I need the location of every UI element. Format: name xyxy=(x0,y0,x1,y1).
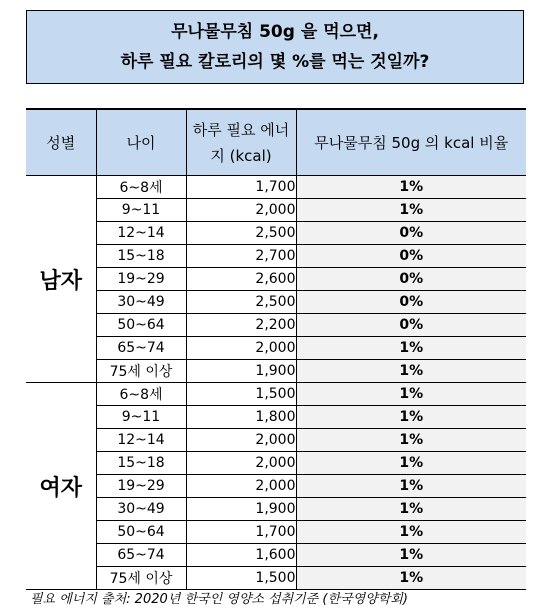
table-row xyxy=(26,383,526,406)
age-cell: 75세 이상 xyxy=(96,567,186,590)
header-ratio: 무나물무침 50g 의 kcal 비율 xyxy=(296,109,526,176)
ratio-cell: 1% xyxy=(296,199,526,222)
age-cell: 12~14 xyxy=(96,222,186,245)
kcal-cell: 1,500 xyxy=(186,567,296,590)
table-row xyxy=(26,222,526,245)
kcal-cell: 1,700 xyxy=(186,521,296,544)
energy-table xyxy=(26,108,526,590)
kcal-cell: 2,000 xyxy=(186,452,296,475)
kcal-cell: 2,000 xyxy=(186,429,296,452)
age-cell: 50~64 xyxy=(96,314,186,337)
header-sex: 성별 xyxy=(26,109,96,176)
ratio-cell: 0% xyxy=(296,291,526,314)
age-cell: 15~18 xyxy=(96,452,186,475)
kcal-cell: 2,700 xyxy=(186,245,296,268)
table-row xyxy=(26,567,526,590)
age-cell: 30~49 xyxy=(96,498,186,521)
kcal-cell: 2,200 xyxy=(186,314,296,337)
kcal-cell: 2,000 xyxy=(186,199,296,222)
age-cell: 65~74 xyxy=(96,544,186,567)
age-cell: 19~29 xyxy=(96,268,186,291)
ratio-cell: 1% xyxy=(296,498,526,521)
table-row xyxy=(26,498,526,521)
kcal-cell: 1,700 xyxy=(186,176,296,199)
age-cell: 15~18 xyxy=(96,245,186,268)
table-row xyxy=(26,429,526,452)
kcal-cell: 2,000 xyxy=(186,475,296,498)
table-row xyxy=(26,176,526,199)
kcal-cell: 1,600 xyxy=(186,544,296,567)
age-cell: 6~8세 xyxy=(96,383,186,406)
table-row xyxy=(26,360,526,383)
ratio-cell: 1% xyxy=(296,383,526,406)
ratio-cell: 1% xyxy=(296,521,526,544)
table-row xyxy=(26,406,526,429)
source-note: 필요 에너지 출처: 2020년 한국인 영양소 섭취기준 (한국영양학회) xyxy=(30,592,408,607)
header-kcal: 하루 필요 에너지 (kcal) xyxy=(186,109,296,176)
kcal-cell: 2,000 xyxy=(186,337,296,360)
age-cell: 6~8세 xyxy=(96,176,186,199)
title-line-2: 하루 필요 칼로리의 몇 %를 먹는 것일까? xyxy=(120,52,430,72)
title-banner xyxy=(26,10,524,84)
table-row xyxy=(26,452,526,475)
table-row xyxy=(26,544,526,567)
sex-cell: 남자 xyxy=(26,176,96,383)
age-cell: 65~74 xyxy=(96,337,186,360)
age-cell: 50~64 xyxy=(96,521,186,544)
kcal-cell: 1,900 xyxy=(186,360,296,383)
age-cell: 19~29 xyxy=(96,475,186,498)
age-cell: 30~49 xyxy=(96,291,186,314)
ratio-cell: 0% xyxy=(296,268,526,291)
table-row xyxy=(26,314,526,337)
ratio-cell: 1% xyxy=(296,406,526,429)
ratio-cell: 1% xyxy=(296,176,526,199)
kcal-cell: 2,600 xyxy=(186,268,296,291)
table-row xyxy=(26,291,526,314)
kcal-cell: 1,900 xyxy=(186,498,296,521)
table-header-row xyxy=(26,109,526,176)
age-cell: 75세 이상 xyxy=(96,360,186,383)
ratio-cell: 1% xyxy=(296,475,526,498)
ratio-cell: 1% xyxy=(296,544,526,567)
ratio-cell: 0% xyxy=(296,245,526,268)
ratio-cell: 0% xyxy=(296,314,526,337)
age-cell: 12~14 xyxy=(96,429,186,452)
table-row xyxy=(26,199,526,222)
ratio-cell: 1% xyxy=(296,429,526,452)
title-line-1: 무나물무침 50g 을 먹으면, xyxy=(171,22,379,42)
kcal-cell: 1,500 xyxy=(186,383,296,406)
sex-cell: 여자 xyxy=(26,383,96,590)
ratio-cell: 1% xyxy=(296,567,526,590)
ratio-cell: 0% xyxy=(296,222,526,245)
age-cell: 9~11 xyxy=(96,199,186,222)
kcal-cell: 1,800 xyxy=(186,406,296,429)
table-row xyxy=(26,521,526,544)
table-row xyxy=(26,268,526,291)
table-body xyxy=(26,176,526,590)
kcal-cell: 2,500 xyxy=(186,222,296,245)
age-cell: 9~11 xyxy=(96,406,186,429)
ratio-cell: 1% xyxy=(296,452,526,475)
table-row xyxy=(26,245,526,268)
ratio-cell: 1% xyxy=(296,337,526,360)
ratio-cell: 1% xyxy=(296,360,526,383)
header-age: 나이 xyxy=(96,109,186,176)
table-row xyxy=(26,475,526,498)
kcal-cell: 2,500 xyxy=(186,291,296,314)
table-row xyxy=(26,337,526,360)
